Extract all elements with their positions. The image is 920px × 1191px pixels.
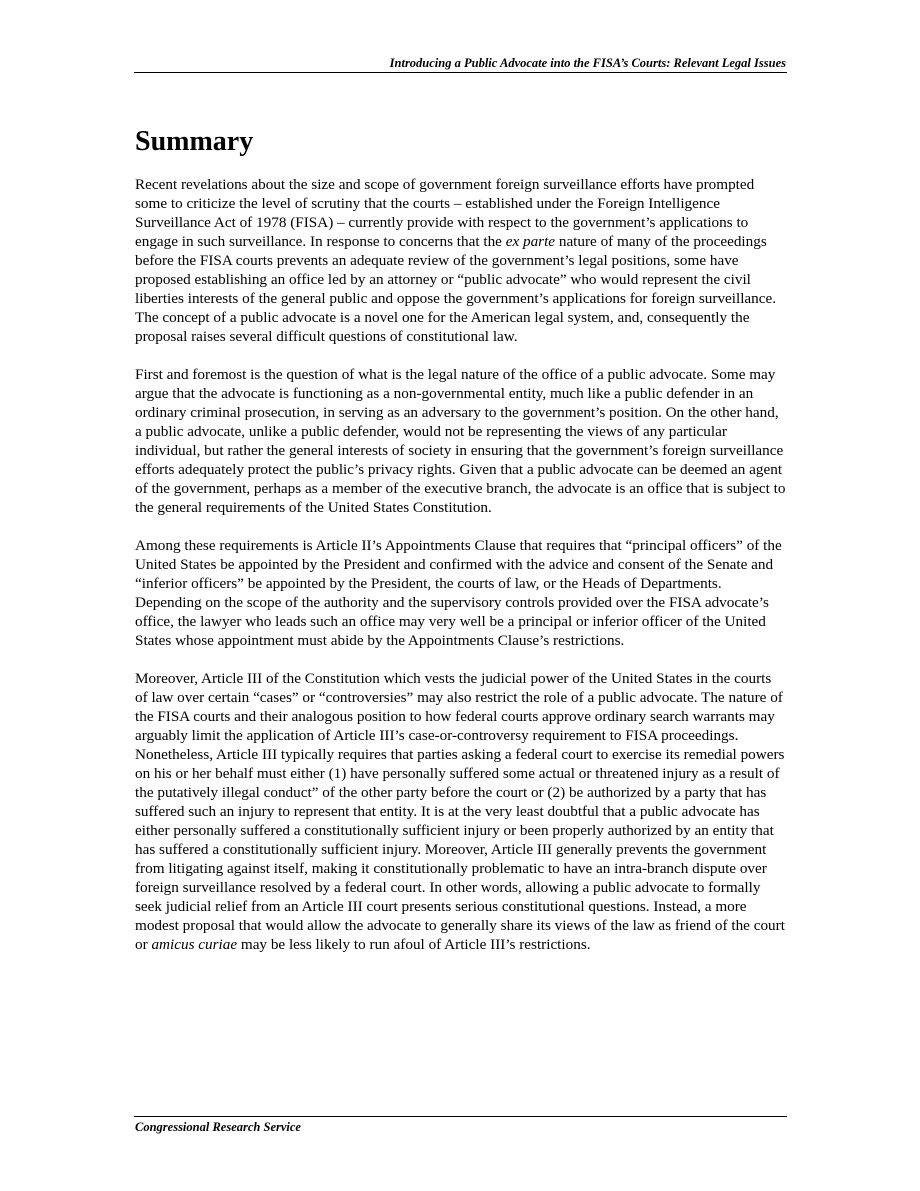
- paragraph-1-text-b: nature of many of the proceedings before the FISA courts prevents an adequate review of the government’s legal positions, some have proposed establishing an office led by an attorney or “public advocate” who would represent the civil liberties interests of the general public and oppose the government’s applications for foreign surveillance. The concept of a public advocate is a novel one for the American legal system, and, consequently the proposal raises several difficult questions of constitutional law.: [135, 233, 777, 345]
- document-body: [135, 175, 787, 973]
- header-rule: [134, 72, 787, 73]
- paragraph-4-text-b: may be less likely to run afoul of Article III’s restrictions.: [237, 936, 591, 953]
- paragraph-1-italic-term: ex parte: [505, 233, 556, 250]
- paragraph-1: [135, 175, 787, 346]
- paragraph-4: [135, 669, 787, 954]
- section-title: Summary: [135, 126, 254, 157]
- paragraph-4-italic-term: amicus curiae: [151, 936, 238, 953]
- running-footer: Congressional Research Service: [135, 1120, 301, 1134]
- paragraph-1-text-a: Recent revelations about the size and scope of government foreign surveillance efforts have prompted some to criticize the level of scrutiny that the courts – established under the Foreign Intelligence Surveillance Act of 1978 (FISA) – currently provide with respect to the government’s applications to engage in such surveillance. In response to concerns that the: [135, 176, 755, 250]
- paragraph-2: First and foremost is the question of what is the legal nature of the office of a public advocate. Some may argue that the advocate is functioning as a non-governmental entity, much like a public defender in an ordinary criminal prosecution, in serving as an adversary to the government’s position. On the other hand, a public advocate, unlike a public defender, would not be representing the views of any particular individual, but rather the general interests of society in ensuring that the government’s foreign surveillance efforts adequately protect the public’s privacy rights. Given that a public advocate can be deemed an agent of the government, perhaps as a member of the executive branch, the advocate is an office that is subject to the general requirements of the United States Constitution.: [135, 366, 786, 516]
- paragraph-4-text-a: Moreover, Article III of the Constitution which vests the judicial power of the United States in the courts of law over certain “cases” or “controversies” may also restrict the role of a public advocate. The nature of the FISA courts and their analogous position to how federal courts approve ordinary search warrants may arguably limit the application of Article III’s case-or-controversy requirement to FISA proceedings. Nonetheless, Article III typically requires that parties asking a federal court to exercise its remedial powers on his or her behalf must either (1) have personally suffered some actual or threatened injury as a result of the putatively illegal conduct” of the other party before the court or (2) be authorized by a party that has suffered such an injury to represent that entity. It is at the very least doubtful that a public advocate has either personally suffered a constitutionally sufficient injury or been properly authorized by an entity that has suffered a constitutionally sufficient injury. Moreover, Article III generally prevents the government from litigating against itself, making it constitutionally problematic to have an intra-branch dispute over foreign surveillance resolved by a federal court. In other words, allowing a public advocate to formally seek judicial relief from an Article III court presents serious constitutional questions. Instead, a more modest proposal that would allow the advocate to generally share its views of the law as friend of the court or: [135, 670, 785, 953]
- running-header: Introducing a Public Advocate into the FISA’s Courts: Relevant Legal Issues: [389, 56, 786, 70]
- paragraph-3: Among these requirements is Article II’s Appointments Clause that requires that “principal officers” of the United States be appointed by the President and confirmed with the advice and consent of the Senate and “inferior officers” be appointed by the President, the courts of law, or the Heads of Departments. Depending on the scope of the authority and the supervisory controls provided over the FISA advocate’s office, the lawyer who leads such an office may very well be a principal or inferior officer of the United States whose appointment must abide by the Appointments Clause’s restrictions.: [135, 537, 782, 649]
- footer-rule: [134, 1116, 787, 1117]
